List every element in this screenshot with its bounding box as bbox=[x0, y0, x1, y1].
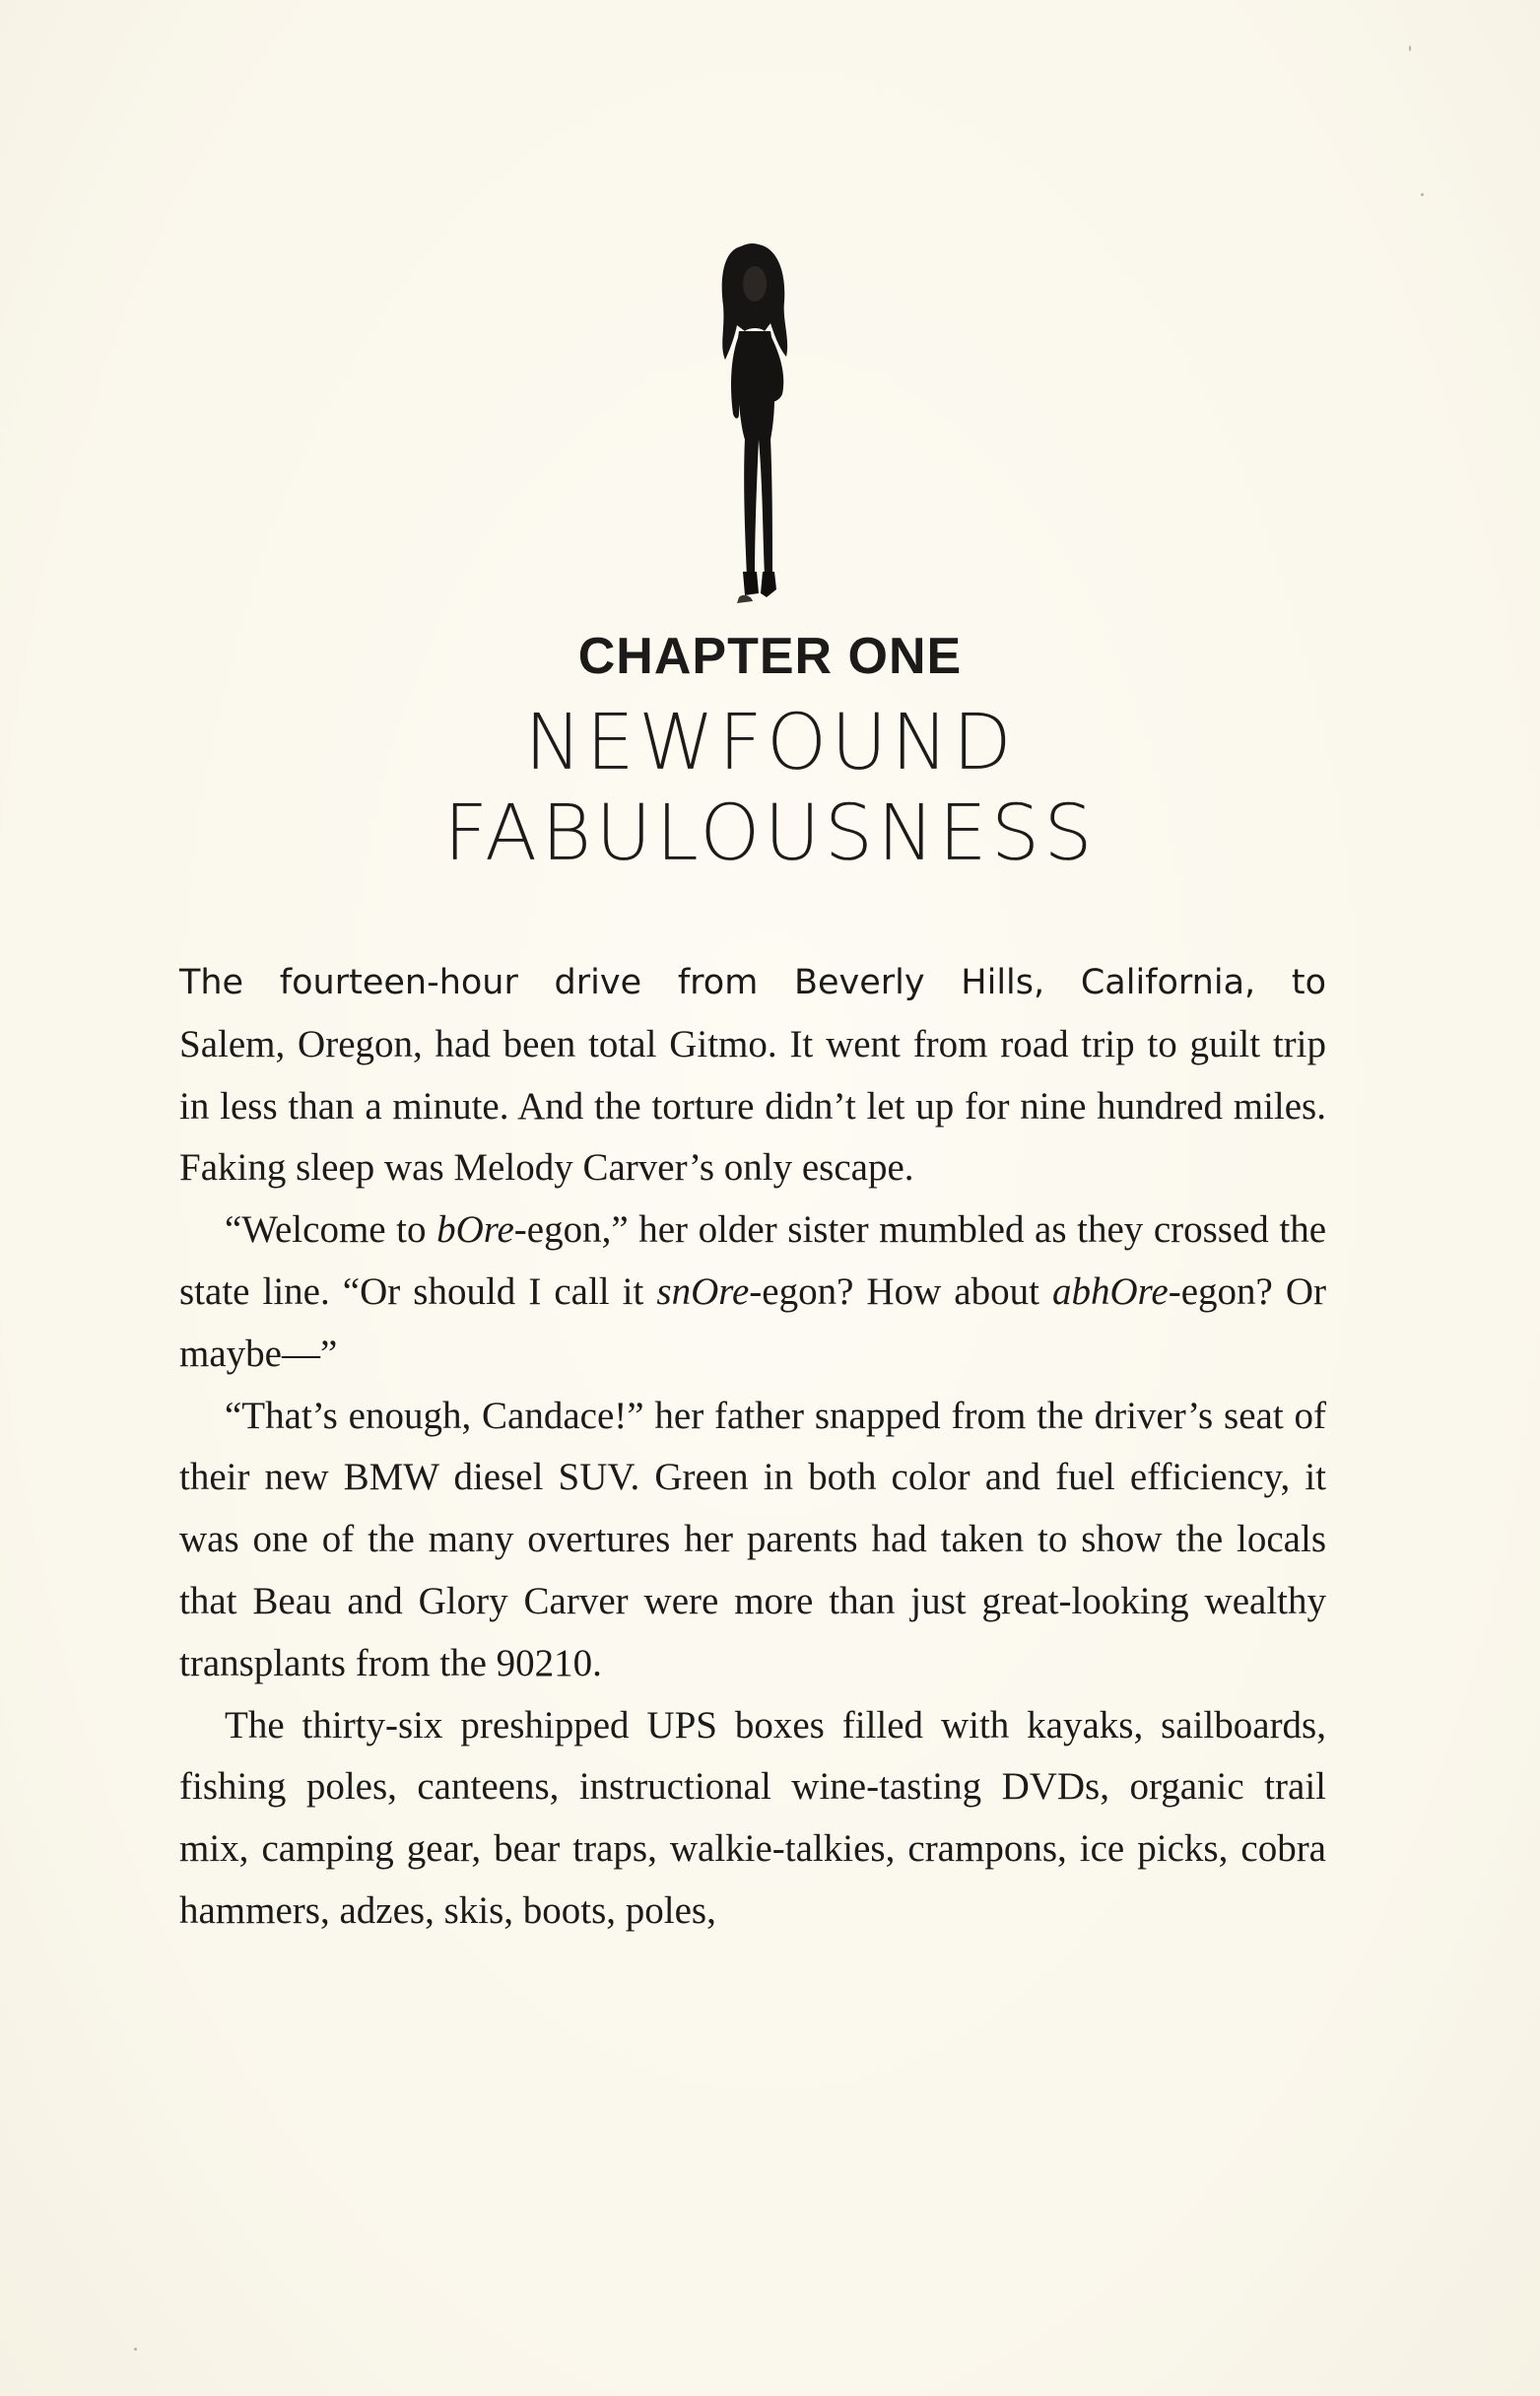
paragraph-3: “That’s enough, Candace!” her father snapped from the driver’s seat of their new BMW diesel SUV. Green in both color and fuel efficiency, it was one of the many overtures her parents had taken to show the locals that Beau and Glory Carver were more than just great-looking wealthy transplants from the 90210. bbox=[179, 1394, 1326, 1684]
paragraph-2 bbox=[179, 1199, 1326, 1385]
chapter-title bbox=[0, 698, 1540, 879]
paragraph-1 bbox=[179, 952, 1326, 1199]
chapter-title-line-1: NEWFOUND bbox=[524, 699, 1016, 787]
paper-speck bbox=[134, 2348, 137, 2351]
paragraph-2-part-g: -egon? Or maybe—” bbox=[179, 1269, 1326, 1375]
paragraph-2-italic-snore: snOre bbox=[656, 1269, 750, 1313]
chapter-body bbox=[179, 952, 1326, 1943]
paragraph-1-rest: Salem, Oregon, had been total Gitmo. It went from road trip to guilt trip in less than a minute. And the torture didn’t let up for nine hundred miles. Faking sleep was Melody Carver’s only escape. bbox=[179, 1022, 1326, 1190]
chapter-title-line-2: FABULOUSNESS bbox=[443, 789, 1097, 878]
paper-speck bbox=[1421, 193, 1424, 196]
paragraph-2-part-e: -egon? How about bbox=[749, 1269, 1052, 1313]
paper-speck bbox=[1409, 45, 1411, 51]
woman-silhouette-icon bbox=[680, 237, 828, 611]
paragraph-2-italic-abhore: abhOre bbox=[1051, 1269, 1169, 1313]
paragraph-1-lead: The fourteen-hour drive from Beverly Hills, California, to bbox=[179, 963, 1326, 1002]
paragraph-2-part-a: “Welcome to bbox=[225, 1208, 437, 1252]
paragraph-2-part-c: -egon,” her older sister mumbled as they crossed the state line. “Or should I call it bbox=[179, 1208, 1327, 1313]
paragraph-2-italic-bore: bOre bbox=[436, 1208, 514, 1252]
chapter-label: CHAPTER ONE bbox=[577, 628, 963, 685]
paragraph-4: The thirty-six preshipped UPS boxes filled with kayaks, sailboards, fishing poles, canteens, instructional wine-tasting DVDs, organic trail mix, camping gear, bear traps, walkie-talkies, crampons, ice picks, cobra hammers, adzes, skis, boots, poles, bbox=[179, 1703, 1326, 1932]
